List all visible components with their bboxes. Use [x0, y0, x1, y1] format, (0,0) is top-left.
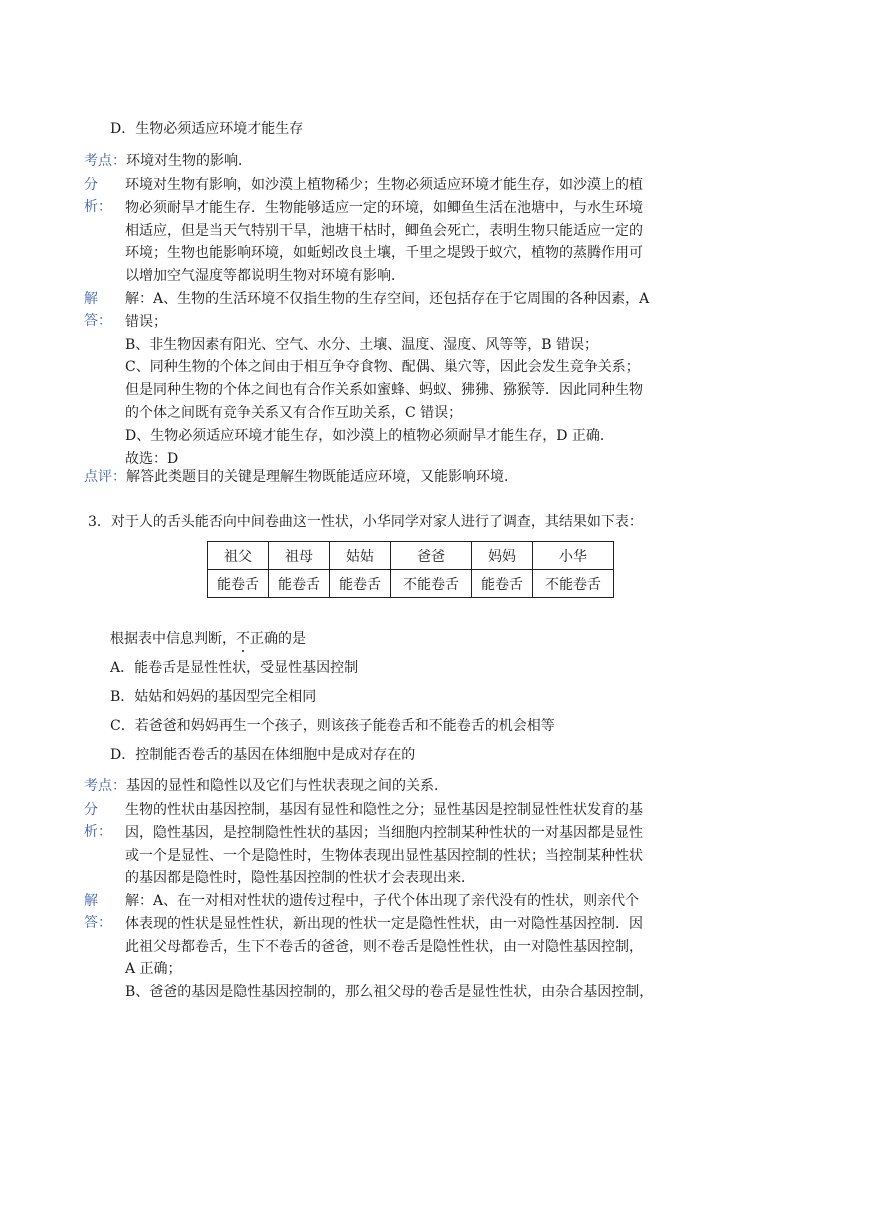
table-header-cell: 妈妈: [472, 542, 533, 570]
q3-option-c: C．若爸爸和妈妈再生一个孩子，则该孩子能卷舌和不能卷舌的机会相等: [110, 718, 555, 734]
paragraph-line: 但是同种生物的个体之间也有合作关系如蜜蜂、蚂蚁、狒狒、猕猴等．因此同种生物: [125, 382, 643, 399]
paragraph-line: 体表现的性状是显性性状，新出现的性状一定是隐性性状，由一对隐性基因控制．因: [125, 915, 643, 932]
q3-prompt-after: 正确的是: [250, 631, 306, 647]
paragraph-line: 错误；: [125, 313, 167, 330]
q3-option-b: B．姑姑和妈妈的基因型完全相同: [110, 689, 317, 705]
paragraph-line: B、爸爸的基因是隐性基因控制的，那么祖父母的卷舌是显性性状，由杂合基因控制，: [125, 984, 654, 1001]
paragraph-line: 解：A、在一对相对性状的遗传过程中，子代个体出现了亲代没有的性状，则亲代个: [125, 893, 640, 909]
paragraph-line: 故选：D: [125, 450, 179, 467]
paragraph-line: 生物的性状由基因控制，基因有显性和隐性之分；显性基因是控制显性性状发育的基: [125, 802, 643, 818]
paragraph-line: 环境对生物有影响，如沙漠上植物稀少；生物必须适应环境才能生存，如沙漠上的植: [125, 177, 643, 193]
paragraph-line: 此祖父母都卷舌，生下不卷舌的爸爸，则不卷舌是隐性性状，由一对隐性基因控制，: [125, 938, 643, 955]
paragraph-line: 解：A、生物的生活环境不仅指生物的生存空间，还包括存在于它周围的各种因素，A: [125, 291, 650, 307]
q2-kaodian: [84, 151, 252, 171]
q3-option-a: A．能卷舌是显性性状，受显性基因控制: [110, 660, 359, 676]
q3-prompt: [110, 629, 306, 649]
q2-jieda-label: 解答：: [84, 291, 112, 329]
paragraph-line: 以增加空气湿度等都说明生物对环境有影响．: [125, 268, 405, 285]
q3-stem: 3．对于人的舌头能否向中间卷曲这一性状，小华同学对家人进行了调查，其结果如下表：: [88, 514, 643, 530]
q2-option-d: D．生物必须适应环境才能生存: [110, 121, 304, 137]
q3-option-d: D．控制能否卷舌的基因在体细胞中是成对存在的: [110, 747, 416, 763]
q3-kaodian-label: 考点：: [84, 778, 126, 794]
q2-jieda-body: [125, 288, 705, 470]
paragraph-line: A 正确；: [125, 961, 182, 978]
table-value-cell: 能卷舌: [208, 570, 269, 598]
table-header-cell: 姑姑: [330, 542, 391, 570]
table-header-cell: 小华: [533, 542, 614, 570]
paragraph-line: D、生物必须适应环境才能生存，如沙漠上的植物必须耐旱才能生存，D 正确．: [125, 427, 614, 444]
q3-fenxi-label: 分析：: [84, 802, 112, 840]
table-value-cell: 能卷舌: [330, 570, 391, 598]
q3-prompt-before: 根据表中信息判断，: [110, 631, 236, 647]
q2-dianping-text: 解答此类题目的关键是理解生物既能适应环境，又能影响环境．: [126, 469, 518, 485]
paragraph-line: B、非生物因素有阳光、空气、水分、土壤、温度、湿度、风等等，B 错误；: [125, 336, 599, 353]
q2-dianping: [84, 467, 518, 487]
q3-prompt-emphasis: 不: [236, 631, 250, 647]
table-header-cell: 祖母: [269, 542, 330, 570]
q2-dianping-label: 点评：: [84, 469, 126, 485]
paragraph-line: 物必须耐旱才能生存．生物能够适应一定的环境，如鲫鱼生活在池塘中，与水生环境: [125, 199, 643, 216]
table-header-cell: 爸爸: [391, 542, 472, 570]
q2-fenxi-body: [125, 174, 705, 288]
survey-table: [207, 541, 614, 598]
q2-fenxi-label: 分析：: [84, 177, 112, 215]
q2-kaodian-label: 考点：: [84, 153, 126, 169]
paragraph-line: 或一个是显性、一个是隐性时，生物体表现出显性基因控制的性状；当控制某种性状: [125, 847, 643, 864]
paragraph-line: 因，隐性基因，是控制隐性性状的基因；当细胞内控制某种性状的一对基因都是显性: [125, 824, 643, 841]
table-value-cell: 不能卷舌: [391, 570, 472, 598]
q3-kaodian: [84, 776, 448, 796]
paragraph-line: C、同种生物的个体之间由于相互争夺食物、配偶、巢穴等，因此会发生竞争关系；: [125, 359, 640, 376]
paragraph-line: 的基因都是隐性时，隐性基因控制的性状才会表现出来．: [125, 870, 475, 887]
paragraph-line: 相适应，但是当天气特别干旱，池塘干枯时，鲫鱼会死亡，表明生物只能适应一定的: [125, 222, 643, 239]
survey-table-header-row: [208, 542, 614, 570]
paragraph-line: 的个体之间既有竞争关系又有合作互助关系，C 错误；: [125, 404, 463, 421]
paragraph-line: 环境；生物也能影响环境，如蚯蚓改良土壤，千里之堤毁于蚁穴，植物的蒸腾作用可: [125, 245, 643, 262]
table-value-cell: 不能卷舌: [533, 570, 614, 598]
table-header-cell: 祖父: [208, 542, 269, 570]
table-value-cell: 能卷舌: [472, 570, 533, 598]
q3-jieda-label: 解答：: [84, 893, 112, 931]
table-value-cell: 能卷舌: [269, 570, 330, 598]
q3-kaodian-text: 基因的显性和隐性以及它们与性状表现之间的关系．: [126, 778, 448, 794]
q3-fenxi-body: [125, 799, 705, 890]
q3-jieda-body: [125, 890, 705, 1004]
q2-kaodian-text: 环境对生物的影响．: [126, 153, 252, 169]
survey-table-value-row: [208, 570, 614, 598]
